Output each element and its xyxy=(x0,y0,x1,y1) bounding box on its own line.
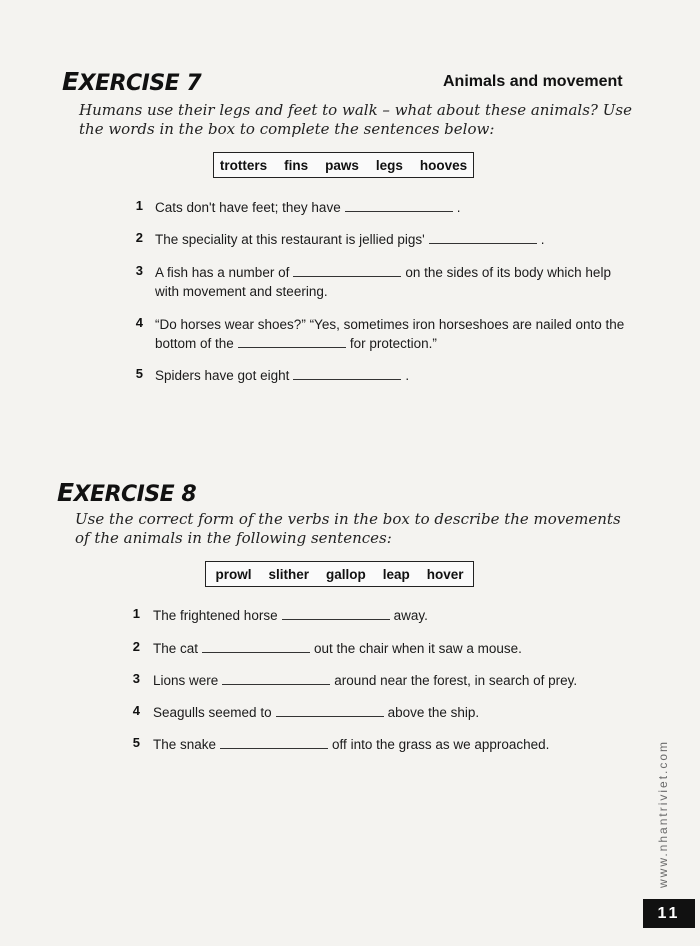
exercise-7-word-box xyxy=(213,152,474,178)
exercise-item: The speciality at this restaurant is jellied pigs' . xyxy=(155,232,545,247)
answer-blank[interactable] xyxy=(293,378,401,380)
answer-blank[interactable] xyxy=(220,747,328,749)
word-box-word: prowl xyxy=(215,566,252,582)
exercise-item: Cats don't have feet; they have . xyxy=(155,200,461,215)
exercise-7-instructions: Humans use their legs and feet to walk – what about these animals? Use the words in the box to complete the sentences below: xyxy=(79,101,632,138)
item-number: 4 xyxy=(135,315,143,330)
word-box-word: gallop xyxy=(325,566,366,582)
answer-blank[interactable] xyxy=(222,683,330,685)
word-box-word: hover xyxy=(426,566,464,582)
item-number: 5 xyxy=(135,366,143,381)
item-number: 4 xyxy=(132,703,140,718)
exercise-8-title: EXERCISE 8 xyxy=(57,478,197,507)
exercise-item: The cat out the chair when it saw a mouse. xyxy=(153,641,522,656)
exercise-7-topic: Animals and movement xyxy=(443,73,623,90)
answer-blank[interactable] xyxy=(276,715,384,717)
word-box-word: trotters xyxy=(219,157,268,173)
item-number: 2 xyxy=(132,639,140,654)
exercise-item: Spiders have got eight . xyxy=(155,368,410,383)
item-number: 3 xyxy=(135,263,143,278)
item-number: 5 xyxy=(132,735,140,750)
page-number: 11 xyxy=(643,899,695,928)
exercise-8-word-box xyxy=(205,561,474,587)
word-box-word: slither xyxy=(268,566,309,582)
website-watermark: www.nhantriviet.com xyxy=(656,739,670,888)
exercise-item: Seagulls seemed to above the ship. xyxy=(153,705,480,720)
item-number: 3 xyxy=(132,671,140,686)
exercise-item: “Do horses wear shoes?” “Yes, sometimes iron horseshoes are nailed onto the bottom of the for protection.” xyxy=(155,317,625,351)
word-box-word: legs xyxy=(375,157,403,173)
answer-blank[interactable] xyxy=(282,618,390,620)
answer-blank[interactable] xyxy=(293,275,401,277)
exercise-item: The frightened horse away. xyxy=(153,608,428,623)
exercise-item: Lions were around near the forest, in search of prey. xyxy=(153,673,578,688)
word-box-word: hooves xyxy=(419,157,468,173)
item-number: 1 xyxy=(132,606,140,621)
exercise-7-title: EXERCISE 7 xyxy=(62,67,202,96)
answer-blank[interactable] xyxy=(429,242,537,244)
word-box-word: leap xyxy=(382,566,410,582)
exercise-item: A fish has a number of on the sides of its body which help with movement and steering. xyxy=(155,265,611,299)
exercise-8-instructions: Use the correct form of the verbs in the box to describe the movements of the animals in the following sentences: xyxy=(75,510,621,547)
word-box-word: fins xyxy=(284,157,309,173)
exercise-item: The snake off into the grass as we approached. xyxy=(153,737,550,752)
word-box-word: paws xyxy=(325,157,359,173)
answer-blank[interactable] xyxy=(345,210,453,212)
answer-blank[interactable] xyxy=(202,651,310,653)
item-number: 2 xyxy=(135,230,143,245)
answer-blank[interactable] xyxy=(238,346,346,348)
item-number: 1 xyxy=(135,198,143,213)
